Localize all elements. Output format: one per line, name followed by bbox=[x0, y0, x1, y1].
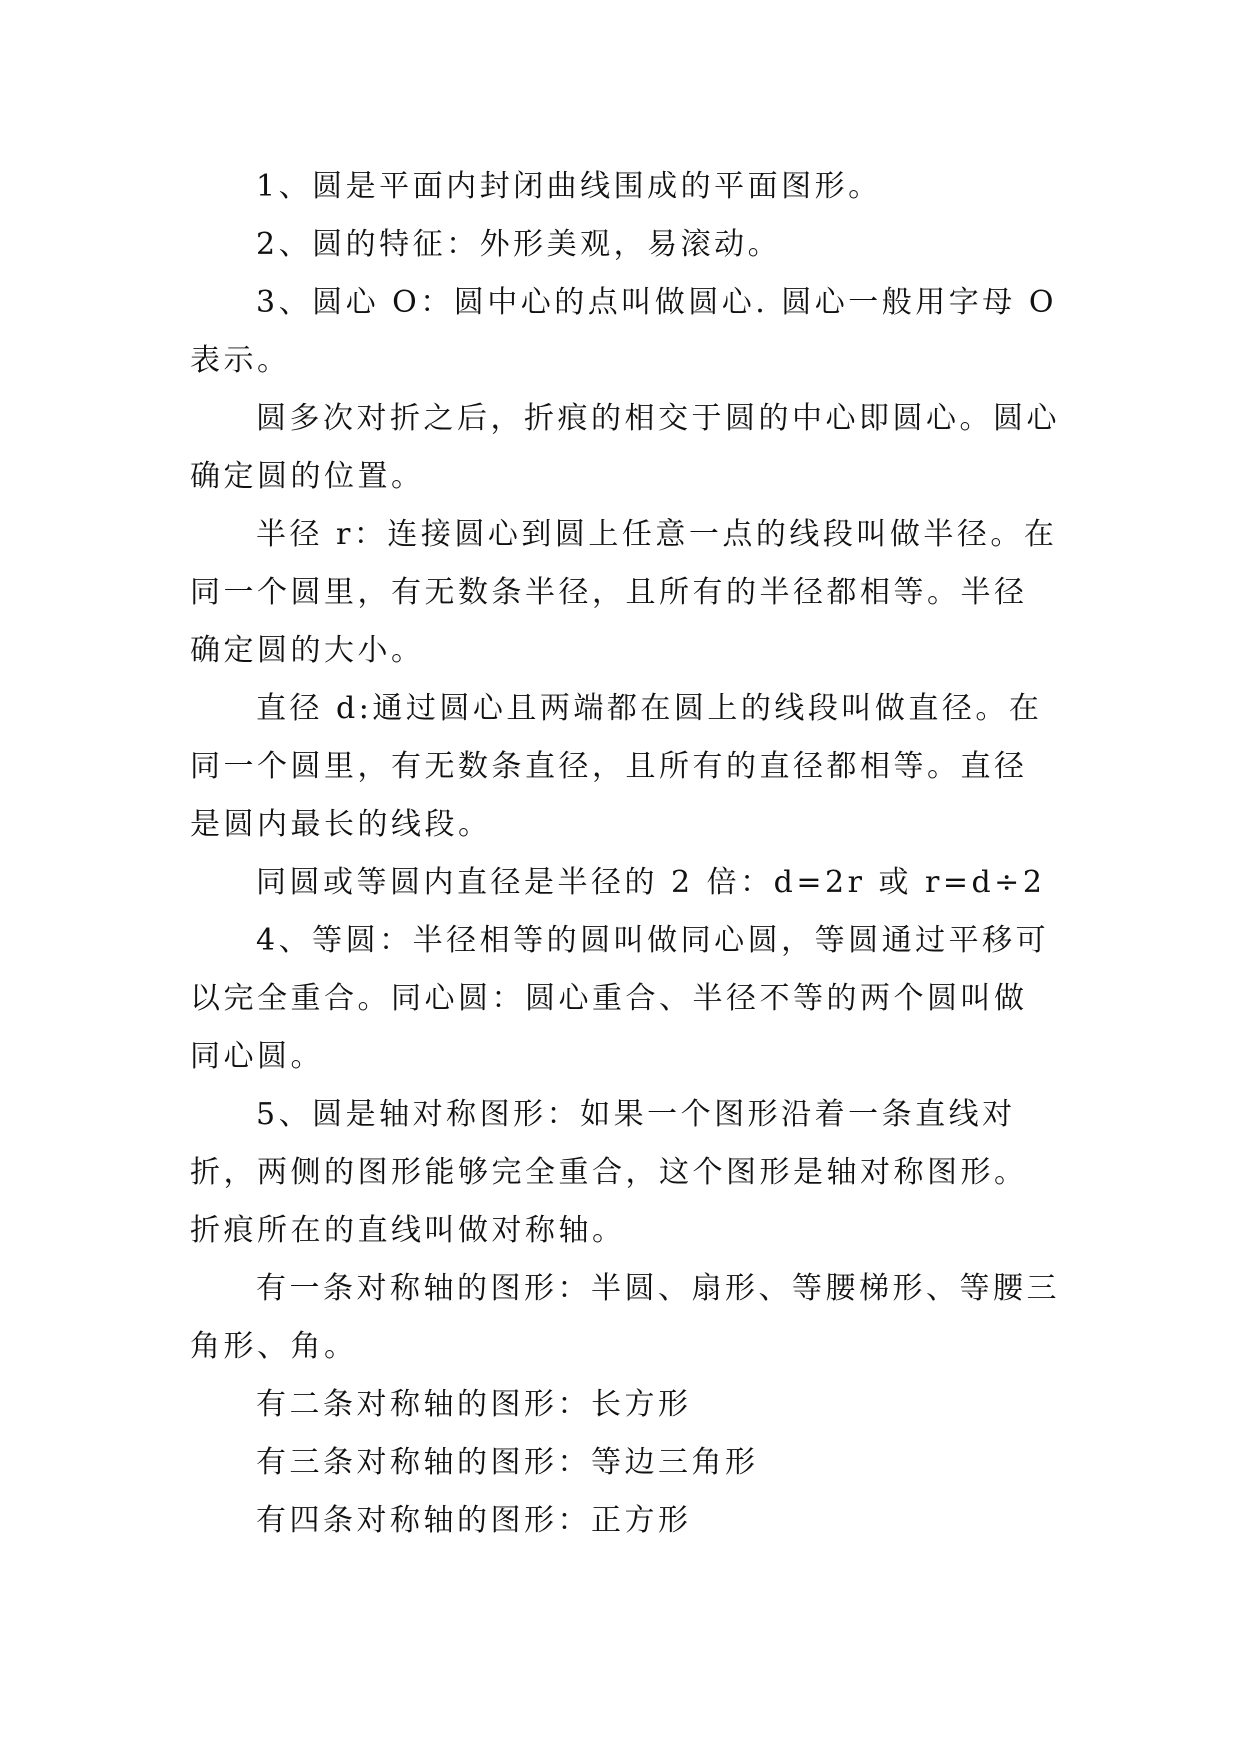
paragraph-diameter: 直径 d:通过圆心且两端都在圆上的线段叫做直径。在同一个圆里，有无数条直径，且所有的直径都相等。直径是圆内最长的线段。 bbox=[190, 691, 1043, 842]
paragraph-center: 3、圆心 O：圆中心的点叫做圆心. 圆心一般用字母 O 表示。 bbox=[190, 285, 1057, 378]
paragraph-diameter-radius-relation: 同圆或等圆内直径是半径的 2 倍：d=2r 或 r=d÷2 bbox=[256, 865, 1046, 900]
paragraph-four-axes: 有四条对称轴的图形：正方形 bbox=[256, 1503, 692, 1538]
paragraph-equal-circles: 4、等圆：半径相等的圆叫做同心圆，等圆通过平移可以完全重合。同心圆：圆心重合、半径不等的两个圆叫做同心圆。 bbox=[190, 923, 1050, 1074]
paragraph-folding: 圆多次对折之后，折痕的相交于圆的中心即圆心。圆心确定圆的位置。 bbox=[190, 401, 1060, 494]
paragraph-radius: 半径 r：连接圆心到圆上任意一点的线段叫做半径。在同一个圆里，有无数条半径，且所有的半径都相等。半径确定圆的大小。 bbox=[190, 517, 1058, 668]
paragraph-circle-features: 2、圆的特征：外形美观，易滚动。 bbox=[256, 227, 782, 262]
paragraph-two-axes: 有二条对称轴的图形：长方形 bbox=[256, 1387, 692, 1422]
paragraph-axial-symmetry: 5、圆是轴对称图形：如果一个图形沿着一条直线对折，两侧的图形能够完全重合，这个图形是轴对称图形。折痕所在的直线叫做对称轴。 bbox=[190, 1097, 1028, 1248]
paragraph-circle-definition: 1、圆是平面内封闭曲线围成的平面图形。 bbox=[256, 169, 882, 204]
paragraph-one-axis: 有一条对称轴的图形：半圆、扇形、等腰梯形、等腰三角形、角。 bbox=[190, 1271, 1060, 1364]
paragraph-three-axes: 有三条对称轴的图形：等边三角形 bbox=[256, 1445, 759, 1480]
document-body bbox=[190, 158, 1060, 1550]
